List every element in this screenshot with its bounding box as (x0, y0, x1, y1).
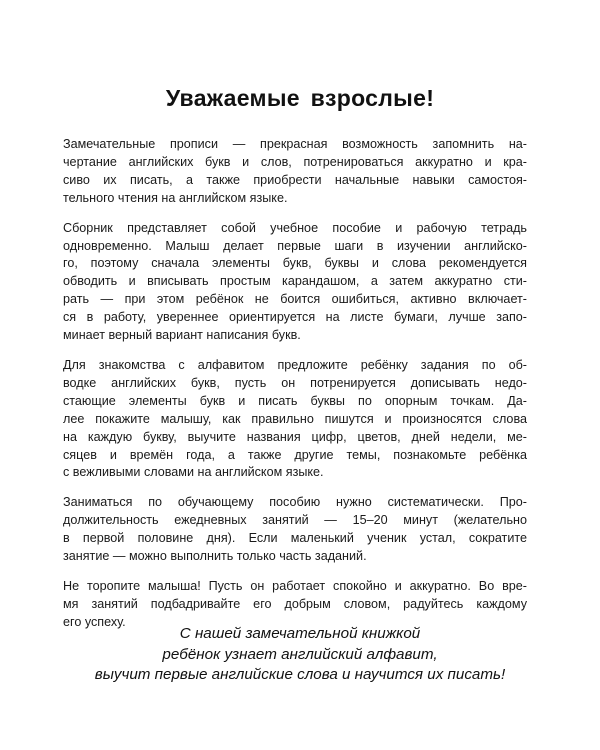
text-line: ся в работу, увереннее ориентируется на листе бумаги, лучше запо- (63, 310, 527, 325)
text-line: минает верный вариант написания букв. (63, 328, 301, 343)
text-line: Не торопите малыша! Пусть он работает спокойно и аккуратно. Во вре- (63, 578, 527, 593)
text-line: в первой половине дня). Если маленький ученик устал, сократите (63, 531, 527, 546)
text-line: тельного чтения на английском языке. (63, 190, 288, 205)
closing-message (0, 624, 600, 686)
paragraph-4 (63, 494, 527, 566)
text-line: на каждую букву, выучите названия цифр, цветов, дней недели, ме- (63, 429, 527, 444)
text-line: обводить и вписывать простым карандашом, а затем аккуратно сти- (63, 274, 527, 289)
text-line: Заниматься по обучающему пособию нужно систематически. Про- (63, 495, 527, 510)
text-line: сиво их писать, а также приобрести начальные навыки самостоя- (63, 172, 527, 187)
body-text (63, 136, 527, 644)
text-line: с вежливыми словами на английском языке. (63, 465, 324, 480)
text-line: водке английских букв, пусть он потренируется дописывать недо- (63, 375, 527, 390)
text-line: лее покажите малышу, как правильно пишутся и произносятся слова (63, 411, 527, 426)
paragraph-1 (63, 136, 527, 208)
text-line: стающие элементы букв и писать буквы по опорным точкам. Да- (63, 393, 527, 408)
text-line: го, поэтому сначала элементы букв, буквы и слова рекомендуется (63, 256, 527, 271)
paragraph-3 (63, 357, 527, 482)
text-line: Замечательные прописи — прекрасная возможность запомнить на- (63, 137, 527, 151)
closing-line: ребёнок узнает английский алфавит, (162, 645, 438, 663)
paragraph-2 (63, 220, 527, 345)
text-line: мя занятий подбадривайте его добрым словом, радуйтесь каждому (63, 596, 527, 611)
text-line: должительность ежедневных занятий — 15–20 минут (желательно (63, 513, 527, 528)
text-line: его успеху. (63, 614, 126, 629)
text-line: сяцев и времён года, а также другие темы, познакомьте ребёнка (63, 447, 527, 462)
text-line: чертание английских букв и слов, потренироваться аккуратно и кра- (63, 154, 527, 169)
text-line: рать — при этом ребёнок не боится ошибиться, активно включает- (63, 292, 527, 307)
closing-line: выучит первые английские слова и научится их писать! (94, 666, 506, 683)
text-line: Сборник представляет собой учебное пособие и рабочую тетрадь (63, 220, 527, 235)
closing-line: С нашей замечательной книжкой (179, 625, 421, 642)
text-line: одновременно. Малыш делает первые шаги в изучении английско- (63, 238, 527, 253)
page-title: Уважаемые взрослые! (165, 85, 435, 112)
text-line: Для знакомства с алфавитом предложите ребёнку задания по об- (63, 357, 527, 372)
text-line: занятие — можно выполнить только часть заданий. (63, 549, 367, 564)
